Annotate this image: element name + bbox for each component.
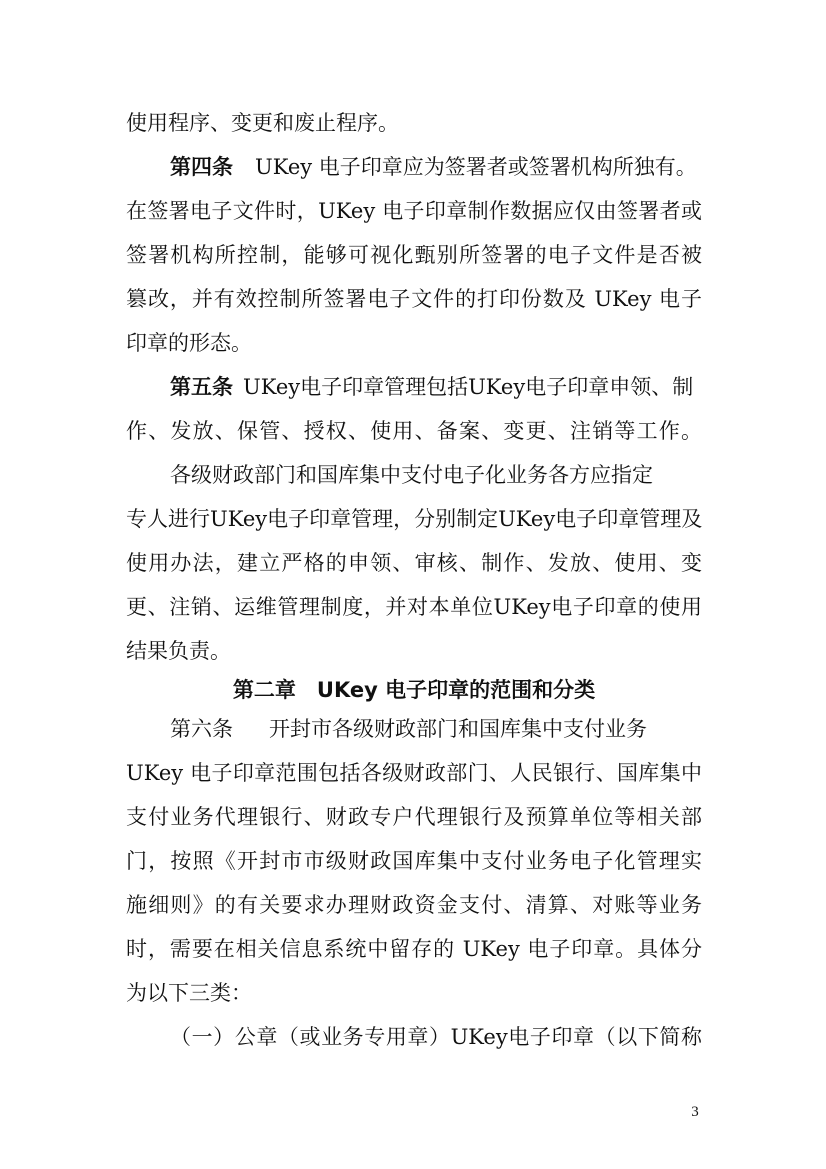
body-line: 使用办法，建立严格的申领、审核、制作、发放、使用、变 [126, 551, 702, 575]
body-line: （一）公章（或业务专用章）UKey电子印章（以下简称 [170, 1025, 702, 1049]
body-line: 支付业务代理银行、财政专户代理银行及预算单位等相关部 [126, 805, 702, 829]
body-line: 签署机构所控制，能够可视化甄别所签署的电子文件是否被 [126, 243, 702, 267]
article-6-label: 第六条 [170, 717, 233, 741]
article-4-text: UKey 电子印章应为签署者或签署机构所独有。 [255, 155, 697, 179]
body-line: 更、注销、运维管理制度，并对本单位UKey电子印章的使用 [126, 595, 702, 619]
article-5-text: UKey电子印章管理包括UKey电子印章申领、制 [243, 375, 694, 399]
body-line: 篡改，并有效控制所签署电子文件的打印份数及 UKey 电子 [126, 287, 702, 311]
body-line: 结果负责。 [126, 639, 231, 663]
article-4-line [170, 145, 702, 189]
body-line: UKey 电子印章范围包括各级财政部门、人民银行、国库集中 [126, 761, 702, 785]
article-6-line [170, 707, 702, 751]
body-line: 各级财政部门和国库集中支付电子化业务各方应指定 [170, 463, 653, 487]
article-5-label: 第五条 [170, 374, 233, 399]
body-line: 印章的形态。 [126, 331, 252, 355]
chapter-heading: 第二章 UKey 电子印章的范围和分类 [232, 678, 596, 702]
body-line: 门，按照《开封市市级财政国库集中支付业务电子化管理实 [126, 849, 702, 873]
body-line: 施细则》的有关要求办理财政资金支付、清算、对账等业务 [126, 893, 702, 917]
page-number: 3 [691, 1104, 699, 1120]
body-line: 作、发放、保管、授权、使用、备案、变更、注销等工作。 [126, 419, 702, 443]
body-line: 为以下三类： [126, 981, 252, 1005]
article-5-line [170, 365, 702, 409]
article-4-label: 第四条 [170, 154, 233, 179]
body-line: 在签署电子文件时，UKey 电子印章制作数据应仅由签署者或 [126, 199, 702, 223]
body-line: 时，需要在相关信息系统中留存的 UKey 电子印章。具体分 [126, 937, 702, 961]
article-6-text: 开封市各级财政部门和国库集中支付业务 [269, 717, 647, 741]
body-line: 使用程序、变更和废止程序。 [126, 111, 399, 135]
body-line: 专人进行UKey电子印章管理，分别制定UKey电子印章管理及 [126, 507, 702, 531]
